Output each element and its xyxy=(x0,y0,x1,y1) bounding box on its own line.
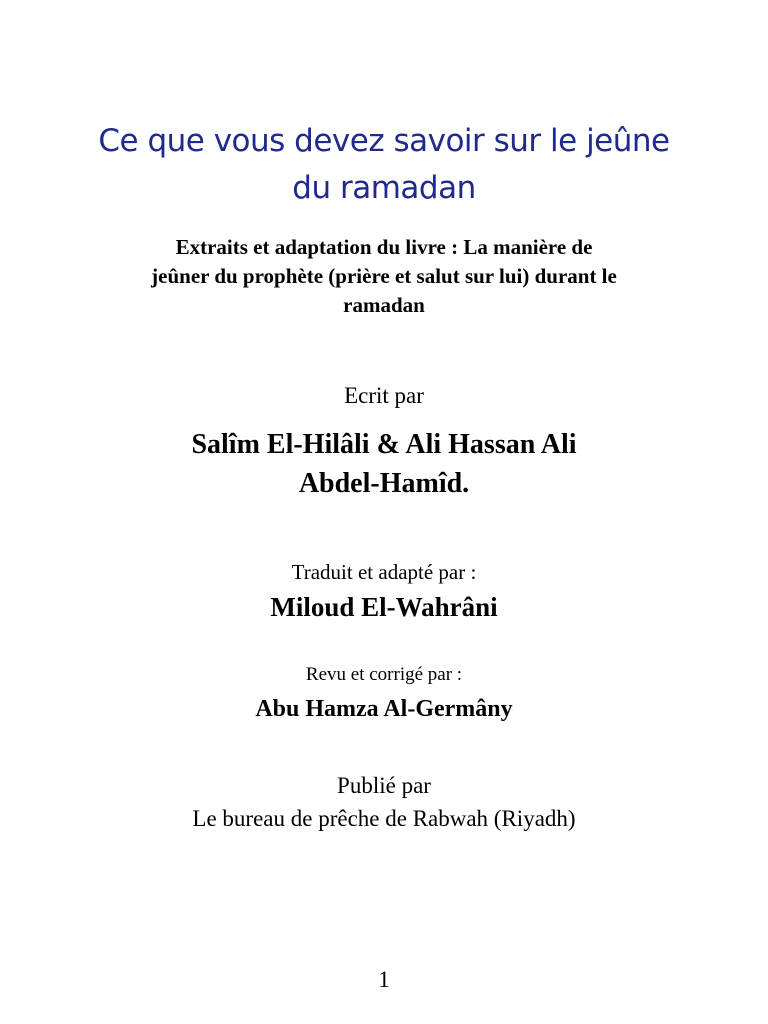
written-by-label: Ecrit par xyxy=(344,383,424,408)
translated-by-label: Traduit et adapté par : xyxy=(291,560,477,584)
subtitle xyxy=(90,233,678,320)
title-line-2: du ramadan xyxy=(292,170,476,206)
reviewer-name: Abu Hamza Al-Germâny xyxy=(255,696,513,722)
subtitle-line-2: jeûner du prophète (prière et salut sur lui) durant le xyxy=(151,264,617,288)
publisher-name: Le bureau de prêche de Rabwah (Riyadh) xyxy=(192,806,576,831)
page-number: 1 xyxy=(378,967,390,992)
page-title xyxy=(0,118,768,212)
published-by-label: Publié par xyxy=(337,773,431,798)
authors-line-2: Abdel-Hamîd. xyxy=(298,468,470,499)
translator-name: Miloud El-Wahrâni xyxy=(270,592,498,622)
title-line-1: Ce que vous devez savoir sur le jeûne xyxy=(98,123,670,159)
reviewed-by-label: Revu et corrigé par : xyxy=(305,664,463,685)
subtitle-line-3: ramadan xyxy=(343,293,425,317)
authors-line-1: Salîm El-Hilâli & Ali Hassan Ali xyxy=(191,429,577,460)
authors xyxy=(0,425,768,503)
subtitle-line-1: Extraits et adaptation du livre : La manière de xyxy=(175,235,593,259)
